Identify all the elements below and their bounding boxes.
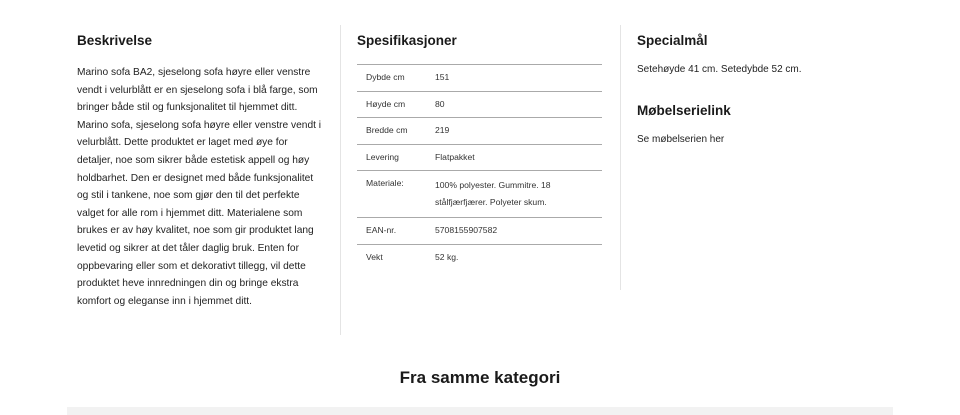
- spec-value: Flatpakket: [426, 144, 602, 171]
- spec-value: 219: [426, 118, 602, 145]
- spec-label: Dybde cm: [357, 65, 426, 92]
- description-heading: Beskrivelse: [77, 33, 153, 48]
- table-row: [357, 91, 602, 118]
- specs-heading: Spesifikasjoner: [357, 33, 457, 48]
- description-text: Marino sofa BA2, sjeselong sofa høyre eller venstre vendt i velurblått er en sjeselong sofa i blå farge, som bringer både stil og funksjonalitet til hjemmet ditt. Marino sofa, sjeselong sofa høyre eller venstre vendt i velurblått. Dette produktet er laget med øye for detaljer, noe som sikrer både estetisk appell og høy holdbarhet. Den er designet med både funksjonalitet og stil i tankene, noe som gjør den til det perfekte valget for alle rom i hjemmet ditt. Materialene som brukes er av høy kvalitet, noe som gir produktet lang levetid og sikrer at det tåler daglig bruk. Enten for oppbevaring eller som et dekorativt tillegg, vil dette produktet heve innredningen din og bringe ekstra komfort og eleganse inn i hjemmet ditt.: [77, 67, 322, 307]
- table-row: [357, 144, 602, 171]
- spec-value: 151: [426, 65, 602, 92]
- column-divider: [620, 25, 621, 290]
- related-heading: Fra samme kategori: [399, 368, 561, 387]
- series-heading: Møbelserielink: [637, 103, 731, 118]
- related-products-panel: [67, 407, 893, 415]
- spec-value: 52 kg.: [426, 244, 602, 270]
- spec-label: Levering: [357, 144, 426, 171]
- column-divider: [340, 25, 341, 335]
- spec-value: 100% polyester. Gummitre. 18 stålfjærfjærer. Polyeter skum.: [426, 171, 602, 218]
- spec-label: EAN-nr.: [357, 218, 426, 245]
- spec-label: Bredde cm: [357, 118, 426, 145]
- table-row: [357, 65, 602, 92]
- table-row: [357, 171, 602, 218]
- special-heading: Specialmål: [637, 33, 708, 48]
- table-row: [357, 244, 602, 270]
- spec-label: Materiale:: [357, 171, 426, 218]
- special-text: Setehøyde 41 cm. Setedybde 52 cm.: [637, 64, 802, 75]
- spec-value: 5708155907582: [426, 218, 602, 245]
- spec-label: Vekt: [357, 244, 426, 270]
- table-row: [357, 118, 602, 145]
- spec-value: 80: [426, 91, 602, 118]
- series-link[interactable]: Se møbelserien her: [637, 134, 725, 145]
- specs-table: [357, 64, 602, 270]
- table-row: [357, 218, 602, 245]
- spec-label: Høyde cm: [357, 91, 426, 118]
